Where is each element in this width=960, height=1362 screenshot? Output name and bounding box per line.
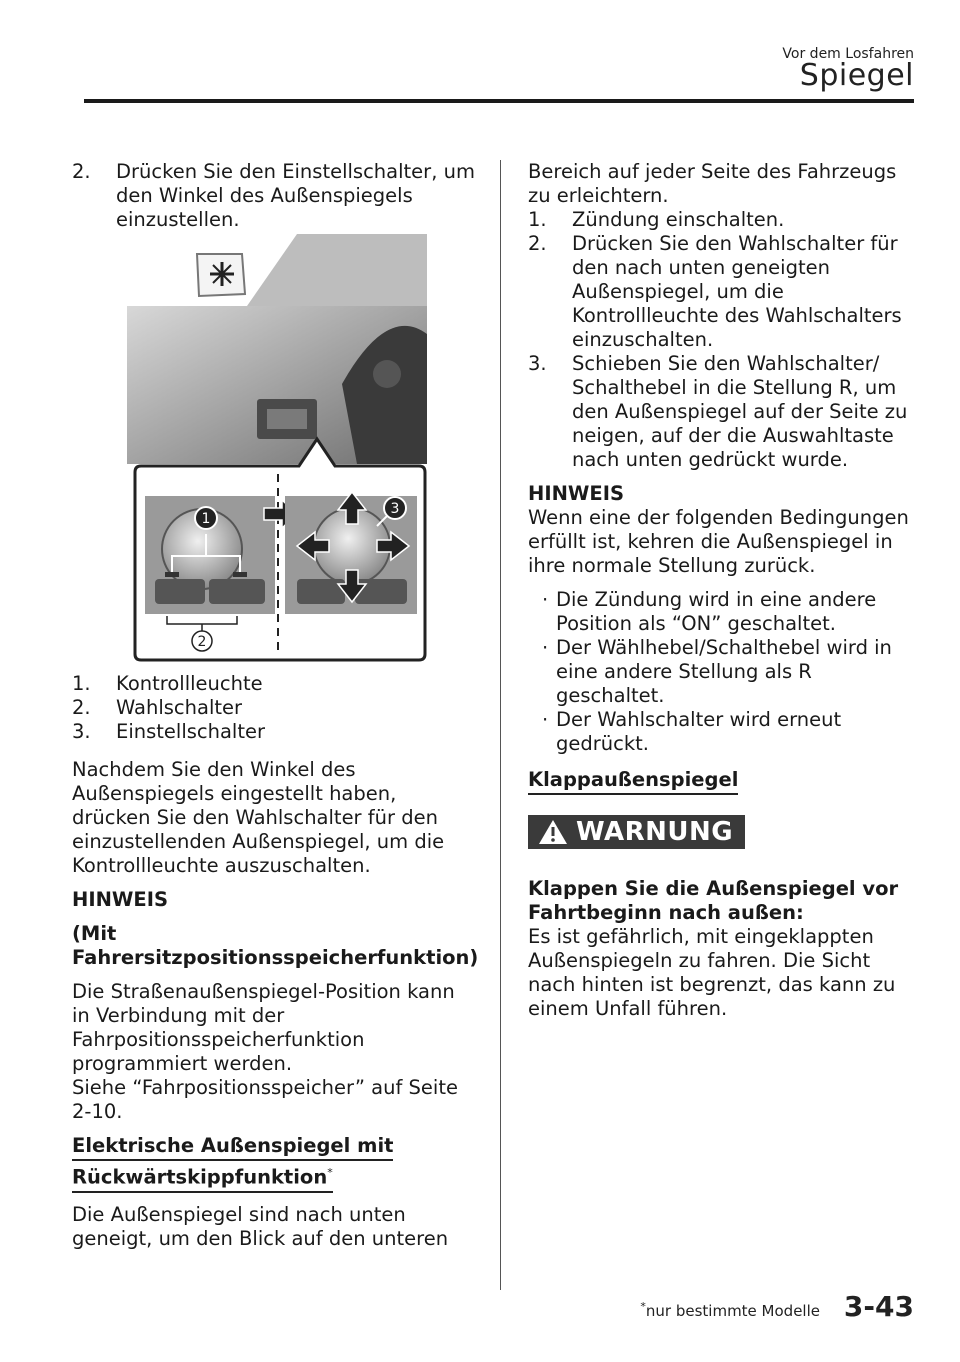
mirror-switch-figure bbox=[127, 234, 427, 664]
heading-text: Rückwärtskippfunktion bbox=[72, 1165, 328, 1189]
footnote-text: nur bestimmte Modelle bbox=[645, 1302, 820, 1320]
model-mark: * bbox=[327, 1166, 333, 1179]
bullet-item: Die Zündung wird in eine andere Position als “ON” geschaltet. bbox=[556, 588, 877, 635]
page-number: 3-43 bbox=[843, 1290, 914, 1323]
legend-text: Kontrollleuchte bbox=[116, 672, 263, 695]
warning-text: Es ist gefährlich, mit eingeklappten Außenspiegeln zu fahren. Die Sicht nach hinten ist begrenzt, das kann zu einem Unfall führen. bbox=[528, 925, 896, 1020]
step-text: Drücken Sie den Wahlschalter für den nach unten geneigten Außenspiegel, um die Kontrollleuchte des Wahlschalters einzuschalten. bbox=[572, 232, 902, 351]
bullet-item: Der Wahlschalter wird erneut gedrückt. bbox=[556, 708, 842, 755]
column-divider bbox=[500, 160, 501, 1290]
step-number: 2. bbox=[72, 160, 91, 183]
right-column bbox=[528, 160, 918, 1021]
step-number: 1. bbox=[528, 208, 547, 231]
step-text: Drücken Sie den Einstellschalter, um den Winkel des Außenspiegels einzustellen. bbox=[116, 160, 475, 231]
page-header-section: Vor dem Losfahren bbox=[782, 46, 914, 62]
page-title: Spiegel bbox=[799, 58, 914, 93]
note-label: HINWEIS bbox=[528, 482, 625, 505]
step-2 bbox=[72, 160, 477, 232]
warning-label: WARNUNG bbox=[576, 817, 734, 847]
header-rule bbox=[84, 99, 914, 103]
bullet-mark: · bbox=[542, 588, 549, 611]
bullet-mark: · bbox=[542, 636, 549, 659]
heading-line: Elektrische Außenspiegel mit bbox=[72, 1134, 393, 1161]
section-heading bbox=[72, 1134, 477, 1193]
bullet-item: Der Wählhebel/Schalthebel wird in eine andere Stellung als R geschaltet. bbox=[556, 636, 892, 707]
paragraph: Wenn eine der folgenden Bedingungen erfüllt ist, kehren die Außenspiegel in ihre normale Stellung zurück. bbox=[528, 506, 909, 577]
callout-3: 3 bbox=[390, 501, 400, 517]
footnote-mark: * bbox=[640, 1300, 646, 1313]
mirror-switch-illustration bbox=[127, 234, 427, 664]
heading-line-2 bbox=[72, 1161, 333, 1193]
paragraph: Die Außenspiegel sind nach unten geneigt, um den Blick auf den unteren bbox=[72, 1202, 449, 1250]
step-number: 3. bbox=[528, 352, 547, 375]
note-condition: (Mit Fahrersitzpositionsspeicherfunktion) bbox=[72, 922, 479, 969]
heading-text: Klappaußenspiegel bbox=[528, 768, 738, 795]
step-text: Schieben Sie den Wahlschalter/ Schalthebel in die Stellung R, um den Außenspiegel auf der Seite zu neigen, auf der die Auswahltaste nach unten gedrückt wurde. bbox=[572, 352, 908, 471]
bullet-mark: · bbox=[542, 708, 549, 731]
paragraph: Die Straßenaußenspiegel-Position kann in Verbindung mit der Fahrpositionsspeicherfunktion programmiert werden. bbox=[72, 980, 455, 1075]
paragraph: Bereich auf jeder Seite des Fahrzeugs zu erleichtern. bbox=[528, 160, 897, 207]
section-heading bbox=[528, 768, 918, 795]
callout-1: 1 bbox=[201, 511, 211, 527]
left-column bbox=[72, 160, 477, 1251]
footnote bbox=[640, 1300, 820, 1320]
legend-number: 2. bbox=[72, 696, 91, 719]
cross-reference: Siehe “Fahrpositionsspeicher” auf Seite 2-10. bbox=[72, 1076, 458, 1123]
paragraph: Nachdem Sie den Winkel des Außenspiegels eingestellt haben, drücken Sie den Wahlschalter für den einzustellenden Außenspiegel, um die Kontrollleuchte auszuschalten. bbox=[72, 758, 445, 877]
callout-2: 2 bbox=[197, 634, 207, 650]
warning-bold-text: Klappen Sie die Außenspiegel vor Fahrtbeginn nach außen: bbox=[528, 877, 899, 924]
legend-text: Einstellschalter bbox=[116, 720, 266, 743]
legend-number: 1. bbox=[72, 672, 91, 695]
step-number: 2. bbox=[528, 232, 547, 255]
figure-legend bbox=[72, 672, 477, 744]
step-text: Zündung einschalten. bbox=[572, 208, 785, 231]
warning-triangle-icon bbox=[538, 819, 568, 845]
legend-text: Wahlschalter bbox=[116, 696, 243, 719]
warning-banner bbox=[528, 815, 745, 849]
legend-number: 3. bbox=[72, 720, 91, 743]
note-label: HINWEIS bbox=[72, 888, 169, 911]
